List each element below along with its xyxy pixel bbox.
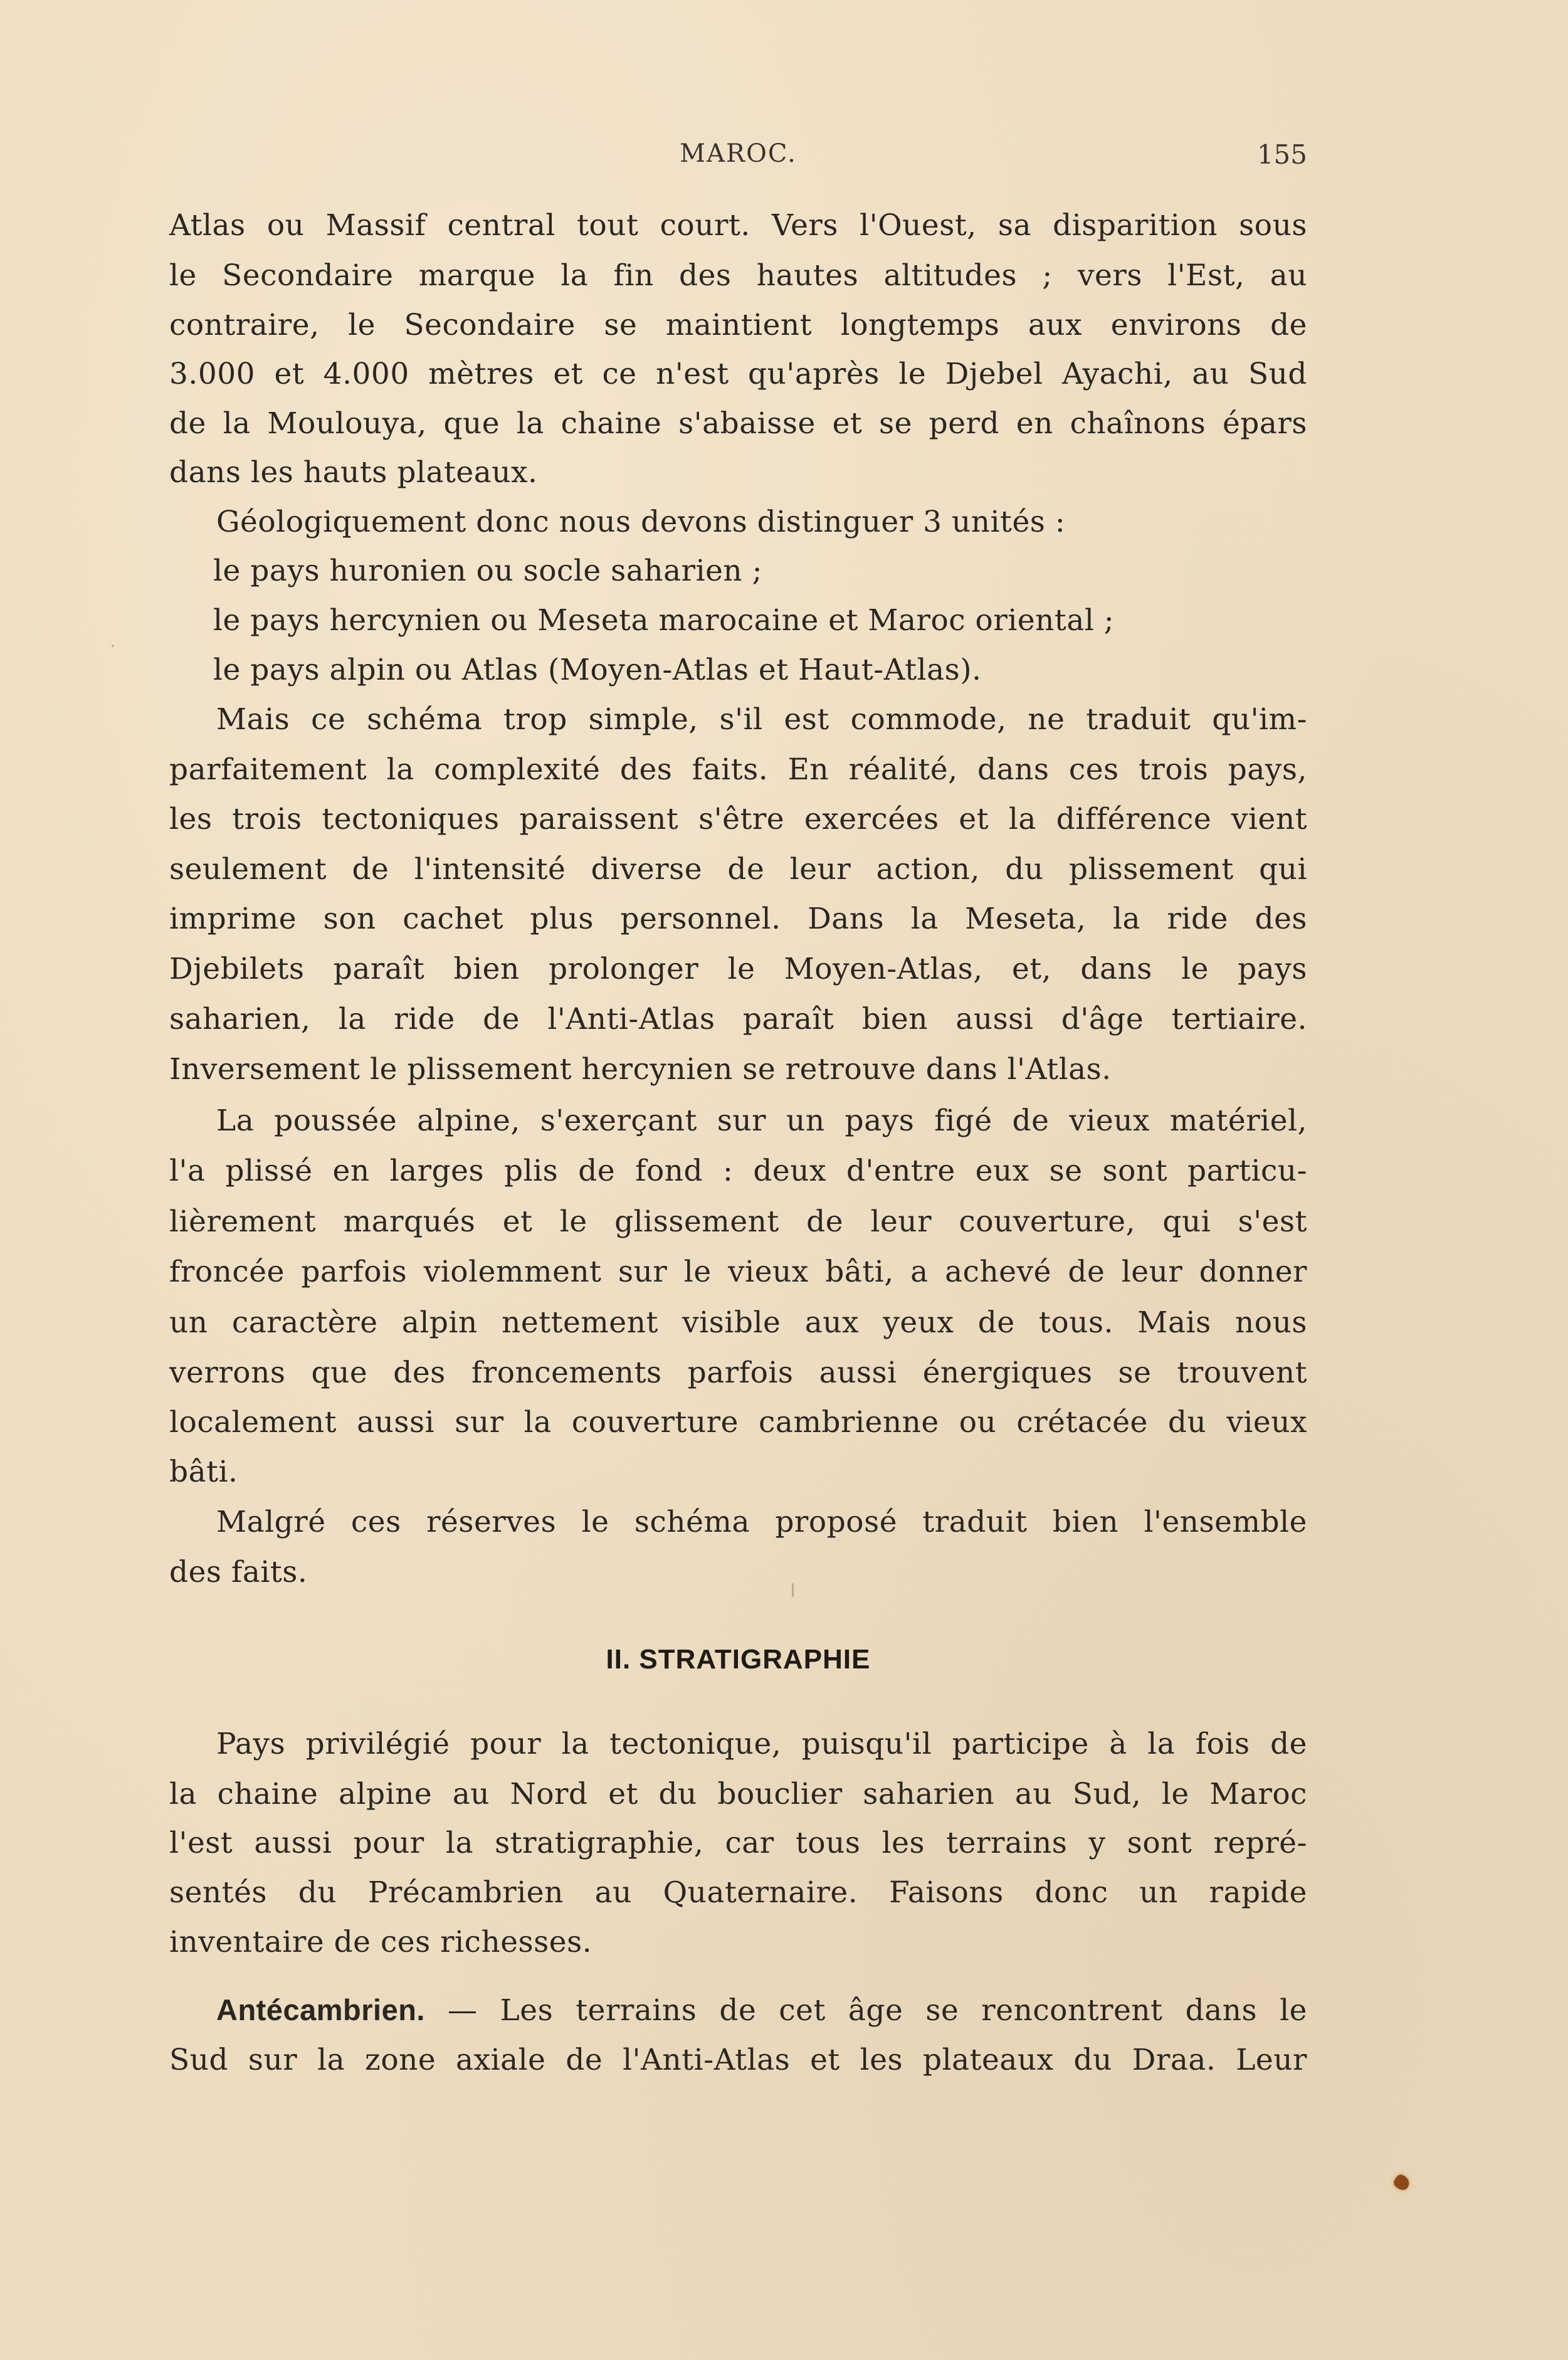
unit-list-item: le pays hercynien ou Meseta marocaine et Maroc oriental ;: [213, 603, 1115, 638]
body-line: la chaine alpine au Nord et du bouclier saharien au Sud, le Maroc: [169, 1777, 1307, 1811]
subsection-line: [216, 1991, 1307, 2029]
paper-stain: [1392, 2173, 1412, 2193]
body-line: Malgré ces réserves le schéma proposé traduit bien l'ensemble: [216, 1505, 1307, 1539]
body-line: Mais ce schéma trop simple, s'il est commode, ne traduit qu'im-: [216, 702, 1307, 737]
running-title: MAROC.: [680, 139, 797, 168]
body-line: sentés du Précambrien au Quaternaire. Faisons donc un rapide: [169, 1875, 1307, 1910]
body-line: Sud sur la zone axiale de l'Anti-Atlas et les plateaux du Draa. Leur: [169, 2043, 1307, 2077]
body-line: des faits.: [169, 1555, 308, 1589]
unit-list-item: le pays alpin ou Atlas (Moyen-Atlas et Haut-Atlas).: [213, 653, 982, 687]
body-line: l'a plissé en larges plis de fond : deux d'entre eux se sont particu-: [169, 1154, 1307, 1188]
body-line: localement aussi sur la couverture cambrienne ou crétacée du vieux: [169, 1405, 1307, 1440]
em-dash: —: [424, 1993, 500, 2028]
body-line: froncée parfois violemment sur le vieux bâti, a achevé de leur donner: [169, 1255, 1307, 1289]
subsection-text: Les terrains de cet âge se rencontrent dans le: [500, 1993, 1307, 2028]
body-line: Djebilets paraît bien prolonger le Moyen-Atlas, et, dans le pays: [169, 952, 1307, 986]
body-line: dans les hauts plateaux.: [169, 455, 538, 490]
body-line: saharien, la ride de l'Anti-Atlas paraît bien aussi d'âge tertiaire.: [169, 1002, 1307, 1036]
body-line: un caractère alpin nettement visible aux yeux de tous. Mais nous: [169, 1305, 1307, 1340]
body-line: 3.000 et 4.000 mètres et ce n'est qu'après le Djebel Ayachi, au Sud: [169, 357, 1307, 391]
paper-speck: [112, 645, 114, 647]
body-line: bâti.: [169, 1455, 238, 1489]
body-line: Inversement le plissement hercynien se retrouve dans l'Atlas.: [169, 1052, 1112, 1087]
subsection-lead: Antécambrien.: [216, 1993, 425, 2026]
body-line: Atlas ou Massif central tout court. Vers l'Ouest, sa disparition sous: [169, 208, 1307, 243]
body-line: La poussée alpine, s'exerçant sur un pays figé de vieux matériel,: [216, 1104, 1307, 1138]
body-line: contraire, le Secondaire se maintient longtemps aux environs de: [169, 308, 1307, 342]
page-number: 155: [1256, 139, 1307, 170]
body-line: verrons que des froncements parfois aussi énergiques se trouvent: [169, 1356, 1307, 1390]
body-line: de la Moulouya, que la chaine s'abaisse et se perd en chaînons épars: [169, 406, 1307, 441]
body-line: Pays privilégié pour la tectonique, puisqu'il participe à la fois de: [216, 1727, 1307, 1761]
unit-list-item: le pays huronien ou socle saharien ;: [213, 554, 762, 588]
body-line: imprime son cachet plus personnel. Dans la Meseta, la ride des: [169, 902, 1307, 936]
body-line: inventaire de ces richesses.: [169, 1925, 592, 1959]
body-line: Géologiquement donc nous devons distinguer 3 unités :: [216, 505, 1066, 539]
body-line: parfaitement la complexité des faits. En réalité, dans ces trois pays,: [169, 752, 1307, 787]
paper-speck: [792, 1583, 794, 1597]
body-line: les trois tectoniques paraissent s'être exercées et la différence vient: [169, 802, 1307, 836]
body-line: lièrement marqués et le glissement de leur couverture, qui s'est: [169, 1204, 1307, 1239]
body-line: le Secondaire marque la fin des hautes altitudes ; vers l'Est, au: [169, 258, 1307, 293]
running-head: [169, 139, 1307, 177]
section-heading: II. STRATIGRAPHIE: [606, 1644, 871, 1675]
body-line: seulement de l'intensité diverse de leur action, du plissement qui: [169, 852, 1307, 887]
body-line: l'est aussi pour la stratigraphie, car tous les terrains y sont repré-: [169, 1826, 1307, 1860]
